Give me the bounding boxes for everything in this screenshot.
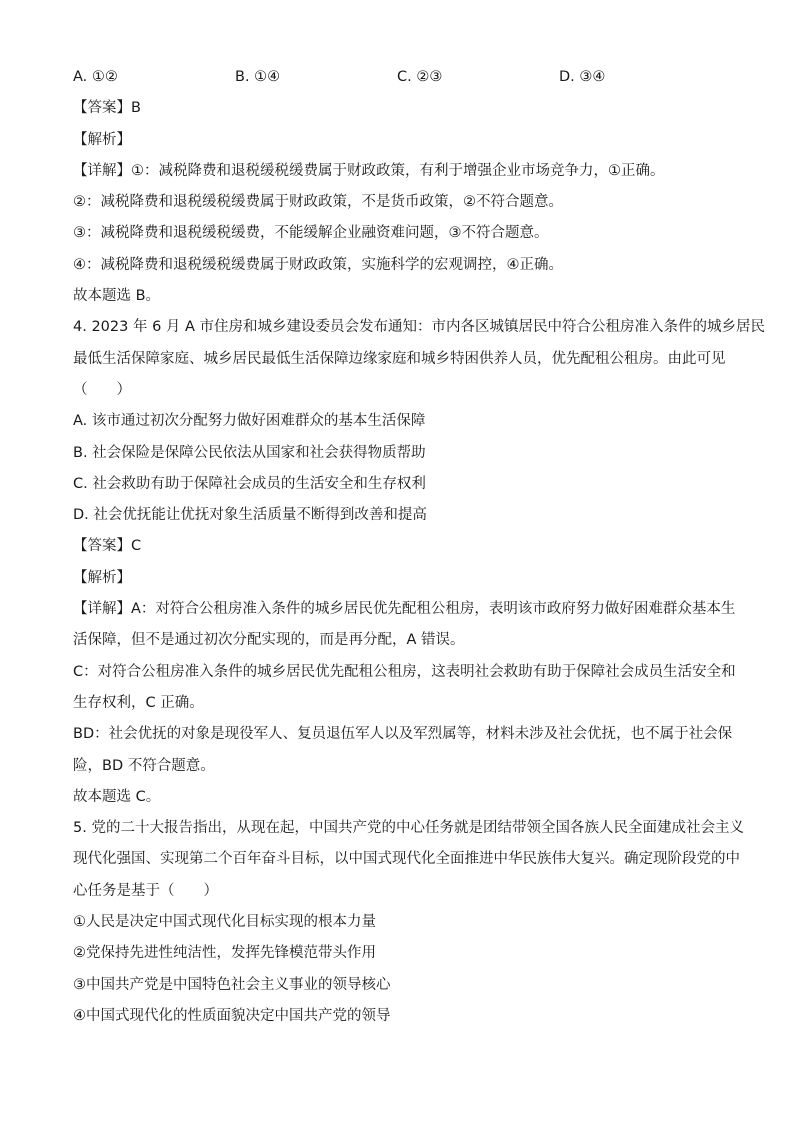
q4-detail-line: 【详解】A：对符合公租房准入条件的城乡居民优先配租公租房，表明该市政府努力做好困难群众基本生 (73, 601, 736, 618)
q4-stem-line: 4. 2023 年 6 月 A 市住房和城乡建设委员会发布通知：市内各区城镇居民中符合公租房准入条件的城乡居民 (73, 319, 766, 336)
q3-detail-line: ④：减税降费和退税缓税缓费属于财政政策，实施科学的宏观调控，④正确。 (73, 256, 563, 273)
q3-answer: 【答案】B (73, 100, 141, 117)
q4-stem-line: 最低生活保障家庭、城乡居民最低生活保障边缘家庭和城乡特困供养人员，优先配租公租房。由此可见 (73, 350, 726, 367)
q3-detail-line: ③：减税降费和退税缓税缓费，不能缓解企业融资难问题，③不符合题意。 (73, 225, 549, 242)
q4-option-d: D. 社会优抚能让优抚对象生活质量不断得到改善和提高 (73, 507, 427, 524)
q5-statement-4: ④中国式现代化的性质面貌决定中国共产党的领导 (73, 1007, 391, 1024)
q4-option-c: C. 社会救助有助于保障社会成员的生活安全和生存权利 (73, 475, 426, 492)
q3-option-d: D. ③④ (559, 69, 606, 85)
q4-detail-line: 险，BD 不符合题意。 (73, 757, 215, 774)
q3-detail-line: 【详解】①：减税降费和退税缓税缓费属于财政政策，有利于增强企业市场竞争力，①正确。 (73, 162, 665, 179)
q4-stem-line: （ ） (73, 381, 131, 398)
q5-statement-2: ②党保持先进性纯洁性，发挥先锋模范带头作用 (73, 945, 376, 962)
q4-detail-line: 活保障，但不是通过初次分配实现的，而是再分配，A 错误。 (73, 632, 465, 649)
q4-option-b: B. 社会保险是保障公民依法从国家和社会获得物质帮助 (73, 444, 426, 461)
q4-analysis-label: 【解析】 (73, 569, 131, 586)
q5-statement-3: ③中国共产党是中国特色社会主义事业的领导核心 (73, 976, 391, 993)
q3-analysis-label: 【解析】 (73, 131, 131, 148)
q4-conclusion: 故本题选 C。 (73, 788, 161, 805)
q3-conclusion: 故本题选 B。 (73, 288, 161, 305)
q4-answer: 【答案】C (73, 538, 142, 555)
q5-stem-line: 现代化强国、实现第二个百年奋斗目标，以中国式现代化全面推进中华民族伟大复兴。确定现阶段党的中 (73, 851, 740, 868)
exam-page (73, 62, 766, 1032)
q5-stem-line: 心任务是基于（ ） (73, 882, 218, 899)
q3-option-a: A. ①② (73, 69, 118, 85)
q3-option-b: B. ①④ (235, 69, 281, 85)
q5-statement-1: ①人民是决定中国式现代化目标实现的根本力量 (73, 914, 376, 931)
q5-stem-line: 5. 党的二十大报告指出，从现在起，中国共产党的中心任务就是团结带领全国各族人民全面建成社会主义 (73, 820, 744, 837)
q3-options (73, 62, 723, 93)
q3-option-c: C. ②③ (397, 69, 443, 85)
q4-detail-line: C：对符合公租房准入条件的城乡居民优先配租公租房，这表明社会救助有助于保障社会成员生活安全和 (73, 663, 736, 680)
q3-detail-line: ②：减税降费和退税缓税缓费属于财政政策，不是货币政策，②不符合题意。 (73, 194, 563, 211)
q4-detail-line: BD：社会优抚的对象是现役军人、复员退伍军人以及军烈属等，材料未涉及社会优抚，也不属于社会保 (73, 726, 733, 743)
q4-option-a: A. 该市通过初次分配努力做好困难群众的基本生活保障 (73, 413, 426, 430)
q4-detail-line: 生存权利，C 正确。 (73, 694, 204, 711)
